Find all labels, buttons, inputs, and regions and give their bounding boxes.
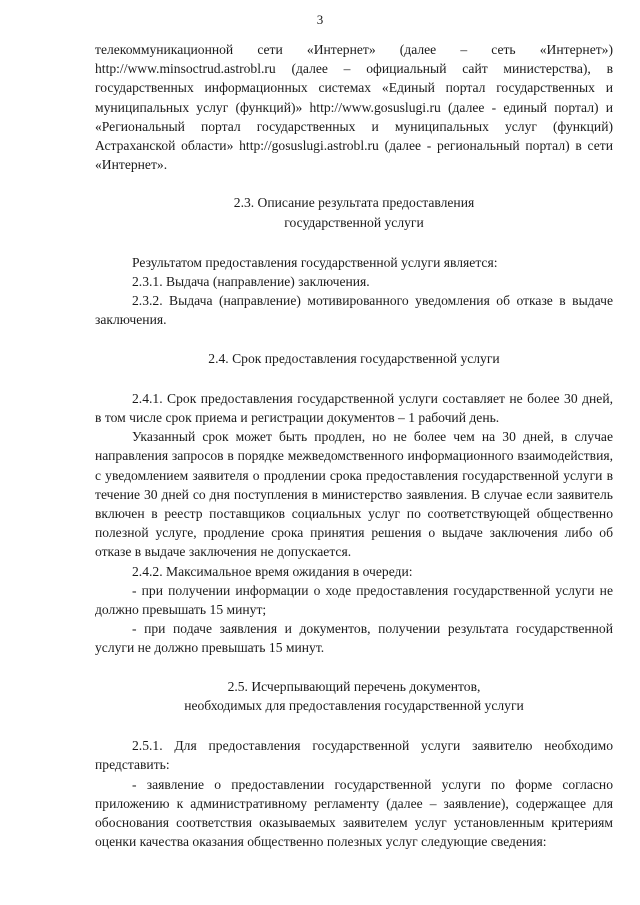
- section-2-5-1-paragraph: 2.5.1. Для предоставления государственной услуги заявителю необходимо представить:: [95, 738, 613, 773]
- section-2-5-heading-line2: необходимых для предоставления государственной услуги: [184, 697, 524, 713]
- section-2-3-2-paragraph: 2.3.2. Выдача (направление) мотивированного уведомления об отказе в выдаче заключения.: [95, 293, 613, 328]
- section-2-4-extension-paragraph: Указанный срок может быть продлен, но не более чем на 30 дней, в случае направления запросов в порядке межведомственного информационного взаимодействия, с уведомлением заявителя о продлении срока предоставления государственной услуги в течение 30 дней со дня поступления в министерство заявления. В случае если заявитель включен в реестр поставщиков социальных услуг по соответствующей общественно полезной услуге, продление срока принятия решения о выдаче заключения либо об отказе в выдаче заключения не допускается.: [95, 429, 613, 560]
- section-2-4-1-paragraph: 2.4.1. Срок предоставления государственной услуги составляет не более 30 дней, в том числе срок приема и регистрации документов – 1 рабочий день.: [95, 390, 613, 426]
- section-2-3-heading-line1: 2.3. Описание результата предоставления: [233, 195, 475, 211]
- application-item: - заявление о предоставлении государственной услуги по форме согласно приложению к административному регламенту (далее – заявление), содержащее для обоснования соответствия оказываемых заявителем услуг установленным критериям оценки качества оказания общественно полезных услуг следующие сведения:: [95, 776, 613, 850]
- section-2-3-1-paragraph: 2.3.1. Выдача (направление) заключения.: [132, 274, 370, 290]
- section-2-4-heading: 2.4. Срок предоставления государственной услуги: [208, 350, 500, 366]
- section-2-3-paragraph: Результатом предоставления государственной услуги является:: [132, 254, 498, 270]
- page-number: 3: [316, 12, 324, 27]
- queue-info-item: - при получении информации о ходе предоставления государственной услуги не должно превышать 15 минут;: [95, 582, 613, 618]
- document-body: [95, 40, 613, 851]
- section-2-4-2-paragraph: 2.4.2. Максимальное время ожидания в очереди:: [132, 563, 413, 579]
- section-2-3-heading-line2: государственной услуги: [284, 214, 424, 230]
- intro-paragraph: телекоммуникационной сети «Интернет» (далее – сеть «Интернет») http://www.minsoctrud.astrobl.ru (далее – официальный сайт министерства), в государственных информационных системах «Единый портал государственных и муниципальных услуг (функций)» http://www.gosuslugi.ru (далее - единый портал) и «Региональный портал государственных и муниципальных услуг (функций) Астраханской области» http://gosuslugi.astrobl.ru (далее - региональный портал) в сети «Интернет».: [95, 42, 613, 173]
- section-2-5-heading-line1: 2.5. Исчерпывающий перечень документов,: [227, 678, 481, 694]
- section-2-5-heading: [95, 677, 613, 715]
- queue-submission-item: - при подаче заявления и документов, получении результата государственной услуги не должно превышать 15 минут.: [95, 621, 613, 656]
- section-2-3-heading: [95, 193, 613, 231]
